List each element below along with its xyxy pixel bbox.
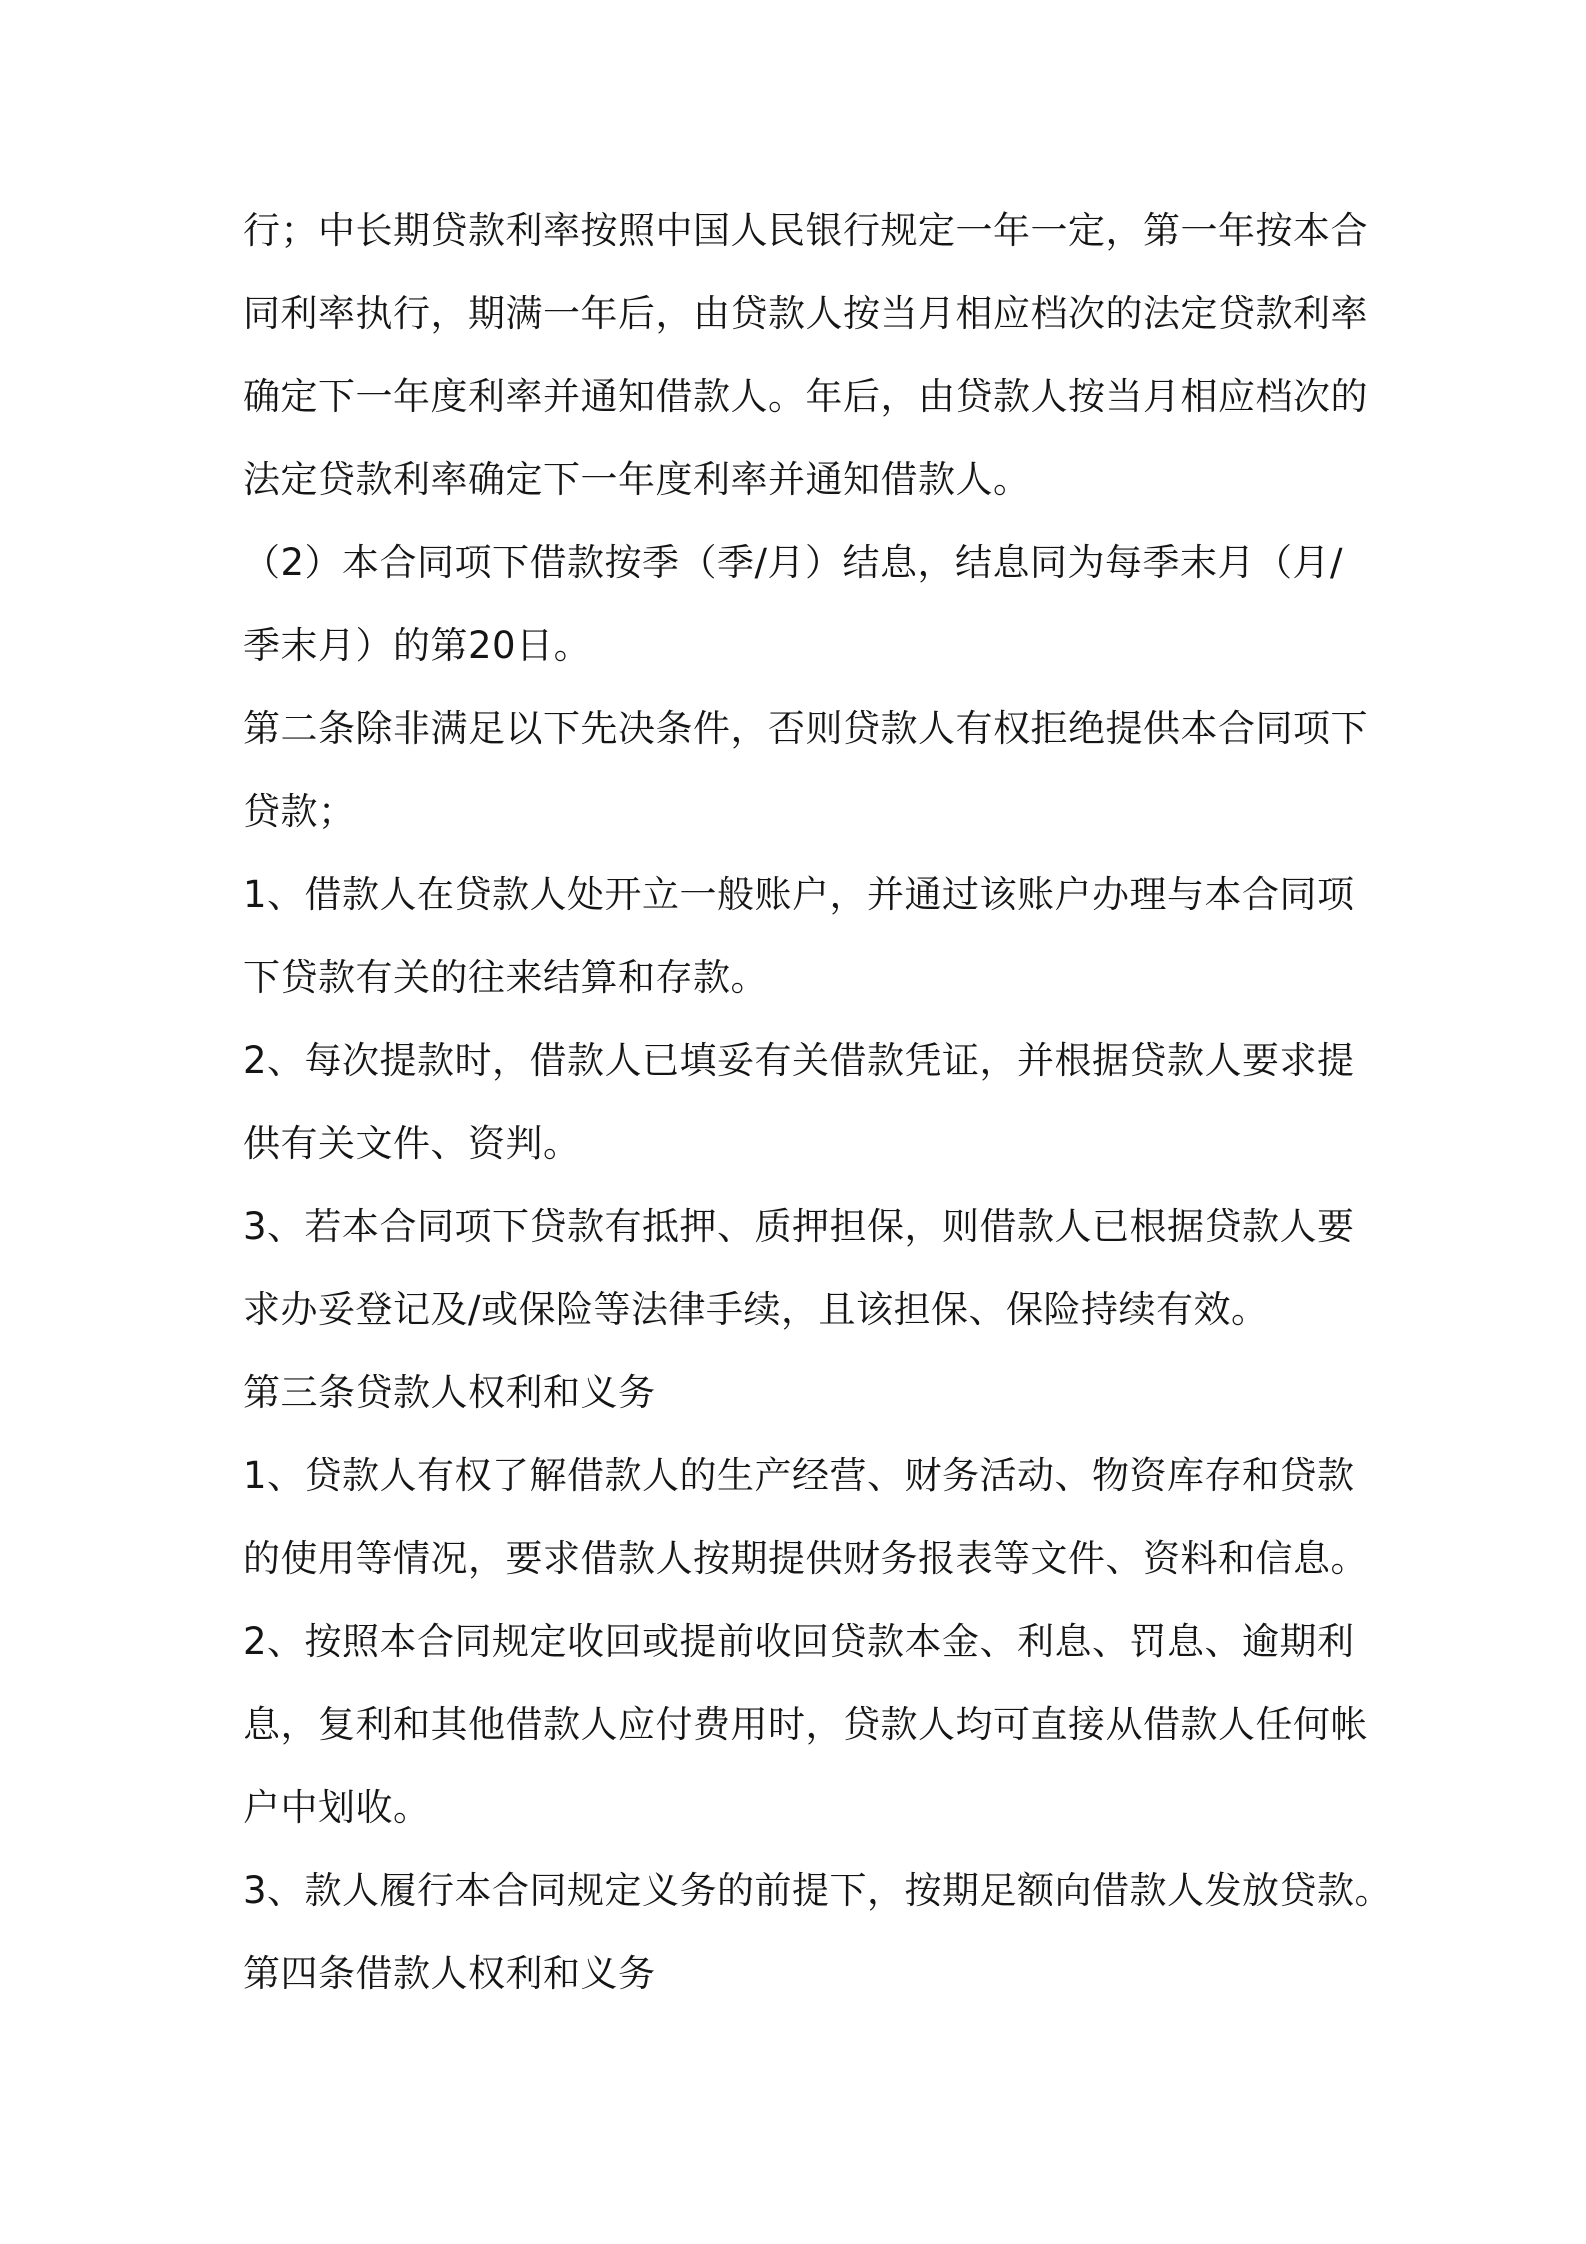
document-body bbox=[243, 198, 1393, 2024]
list-item: 3、款人履行本合同规定义务的前提下，按期足额向借款人发放贷款。 bbox=[243, 1869, 1393, 1912]
text-line: 贷款； bbox=[243, 790, 356, 833]
text-line: 行；中长期贷款利率按照中国人民银行规定一年一定，第一年按本合 bbox=[243, 209, 1368, 252]
text-line: 同利率执行，期满一年后，由贷款人按当月相应档次的法定贷款利率 bbox=[243, 292, 1368, 335]
list-item: 2、按照本合同规定收回或提前收回贷款本金、利息、罚息、逾期利 bbox=[243, 1620, 1355, 1663]
list-item: 1、借款人在贷款人处开立一般账户，并通过该账户办理与本合同项 bbox=[243, 873, 1355, 916]
text-line: 息，复利和其他借款人应付费用时，贷款人均可直接从借款人任何帐 bbox=[243, 1703, 1368, 1746]
text-line: （2）本合同项下借款按季（季/月）结息，结息同为每季末月（月/ bbox=[243, 541, 1343, 584]
clause-heading: 第四条借款人权利和义务 bbox=[243, 1952, 656, 1995]
list-item: 2、每次提款时，借款人已填妥有关借款凭证，并根据贷款人要求提 bbox=[243, 1039, 1355, 1082]
clause-heading: 第三条贷款人权利和义务 bbox=[243, 1371, 656, 1414]
text-line: 求办妥登记及/或保险等法律手续，且该担保、保险持续有效。 bbox=[243, 1288, 1269, 1331]
text-line: 供有关文件、资判。 bbox=[243, 1122, 581, 1165]
text-line: 法定贷款利率确定下一年度利率并通知借款人。 bbox=[243, 458, 1031, 501]
list-item: 1、贷款人有权了解借款人的生产经营、财务活动、物资库存和贷款 bbox=[243, 1454, 1355, 1497]
text-line: 的使用等情况，要求借款人按期提供财务报表等文件、资料和信息。 bbox=[243, 1537, 1368, 1580]
text-line: 下贷款有关的往来结算和存款。 bbox=[243, 956, 768, 999]
clause-heading: 第二条除非满足以下先决条件，否则贷款人有权拒绝提供本合同项下 bbox=[243, 707, 1368, 750]
list-item: 3、若本合同项下贷款有抵押、质押担保，则借款人已根据贷款人要 bbox=[243, 1205, 1355, 1248]
text-line: 户中划收。 bbox=[243, 1786, 431, 1829]
text-line: 确定下一年度利率并通知借款人。年后，由贷款人按当月相应档次的 bbox=[243, 375, 1368, 418]
text-line: 季末月）的第20日。 bbox=[243, 624, 592, 667]
